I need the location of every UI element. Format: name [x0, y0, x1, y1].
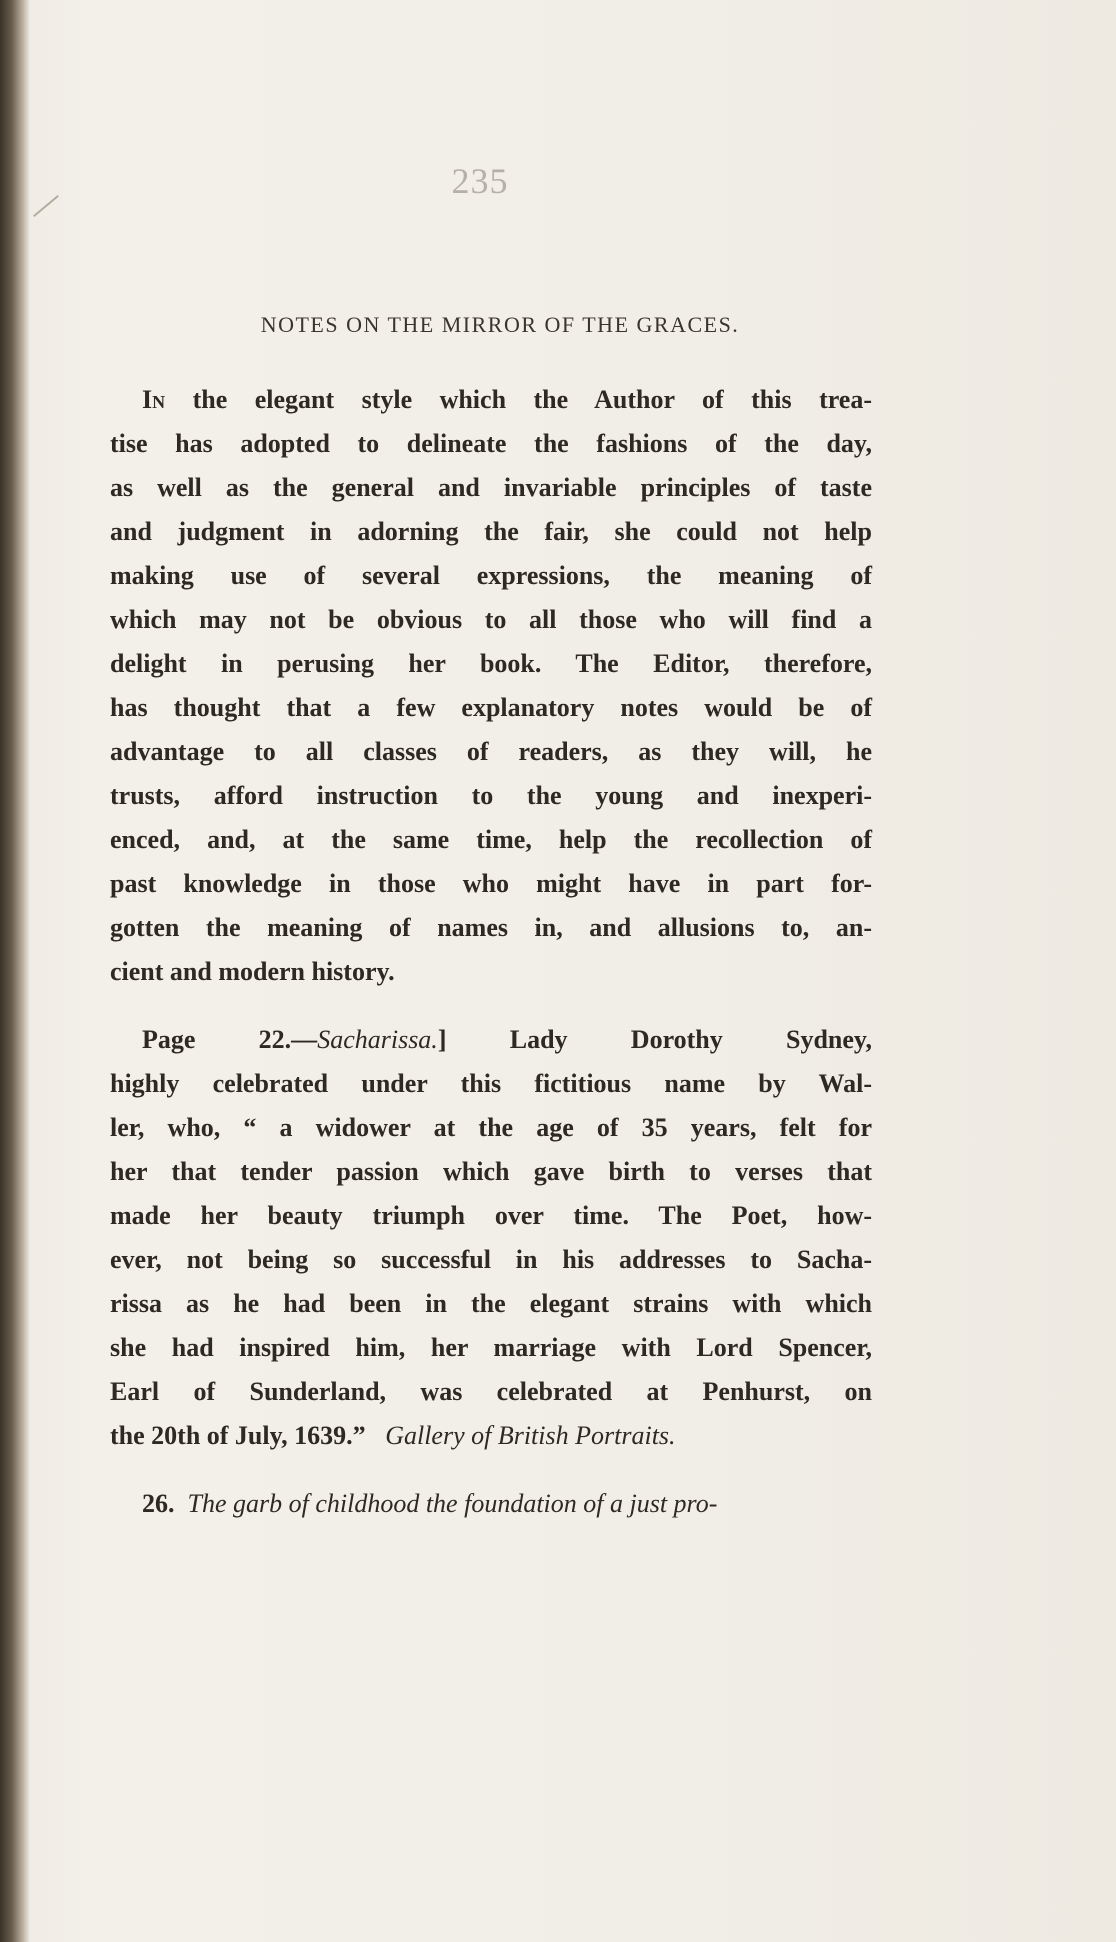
line-text: has thought that a few explanatory notes would be of	[110, 693, 872, 722]
page-number: 235	[451, 161, 509, 201]
line-text: delight in perusing her book. The Editor, therefore,	[110, 649, 872, 678]
text-line	[110, 1018, 872, 1062]
text-line	[110, 950, 872, 994]
note-page-ref: 26.	[142, 1489, 175, 1518]
text-line	[110, 510, 872, 554]
line-text: and judgment in adorning the fair, she could not help	[110, 517, 872, 546]
line-text: which may not be obvious to all those who will find a	[110, 605, 872, 634]
line-text: advantage to all classes of readers, as they will, he	[110, 737, 872, 766]
line-text: gotten the meaning of names in, and allusions to, an-	[110, 913, 872, 942]
text-line	[110, 466, 872, 510]
text-line: she had inspired him, her marriage with Lord Spencer,	[110, 1333, 872, 1362]
note-lead-rest: ] Lady Dorothy Sydney,	[437, 1025, 872, 1054]
text-line: Earl of Sunderland, was celebrated at Penhurst, on	[110, 1377, 872, 1406]
page-heading: NOTES ON THE MIRROR OF THE GRACES.	[260, 312, 740, 337]
text-line: rissa as he had been in the elegant strains with which	[110, 1289, 872, 1318]
text-line: her that tender passion which gave birth to verses that	[110, 1157, 872, 1186]
note-source: Gallery of British Portraits.	[385, 1421, 676, 1450]
text-line	[110, 686, 872, 730]
text-line	[110, 862, 872, 906]
text-line: highly celebrated under this fictitious name by Wal-	[110, 1069, 872, 1098]
pencil-mark	[33, 195, 59, 217]
text-line	[110, 378, 872, 422]
line-text: the elegant style which the Author of this trea-	[165, 385, 872, 414]
page-spine-edge	[0, 0, 30, 1942]
line-text: trusts, afford instruction to the young and inexperi-	[110, 781, 872, 810]
note-date-text: the 20th of July, 1639.”	[110, 1421, 366, 1450]
text-line	[110, 422, 872, 466]
note-term: Sacharissa.	[317, 1025, 438, 1054]
body-text	[110, 378, 872, 1526]
text-line	[110, 818, 872, 862]
line-text: cient and modern history.	[110, 957, 395, 986]
text-line	[110, 642, 872, 686]
text-line: ever, not being so successful in his addresses to Sacha-	[110, 1245, 872, 1274]
text-line	[110, 774, 872, 818]
line-text: tise has adopted to delineate the fashions of the day,	[110, 429, 872, 458]
line-text: as well as the general and invariable principles of taste	[110, 473, 872, 502]
drop-word: In	[142, 385, 166, 414]
text-line: made her beauty triumph over time. The Poet, how-	[110, 1201, 872, 1230]
text-line	[110, 598, 872, 642]
text-line: ler, who, “ a widower at the age of 35 years, felt for	[110, 1113, 872, 1142]
text-line	[110, 730, 872, 774]
text-line	[110, 906, 872, 950]
paragraph-next-note	[110, 1482, 872, 1526]
text-line	[110, 1482, 872, 1526]
text-line	[110, 1414, 872, 1458]
paragraph-sacharissa-note	[110, 1018, 872, 1458]
paragraph-intro	[110, 378, 872, 994]
note-term: The garb of childhood the foundation of a just pro-	[187, 1489, 718, 1518]
line-text: making use of several expressions, the meaning of	[110, 561, 872, 590]
note-page-ref: Page 22.—	[142, 1025, 318, 1054]
text-line	[110, 554, 872, 598]
line-text: enced, and, at the same time, help the recollection of	[110, 825, 872, 854]
line-text: past knowledge in those who might have in part for-	[110, 869, 872, 898]
